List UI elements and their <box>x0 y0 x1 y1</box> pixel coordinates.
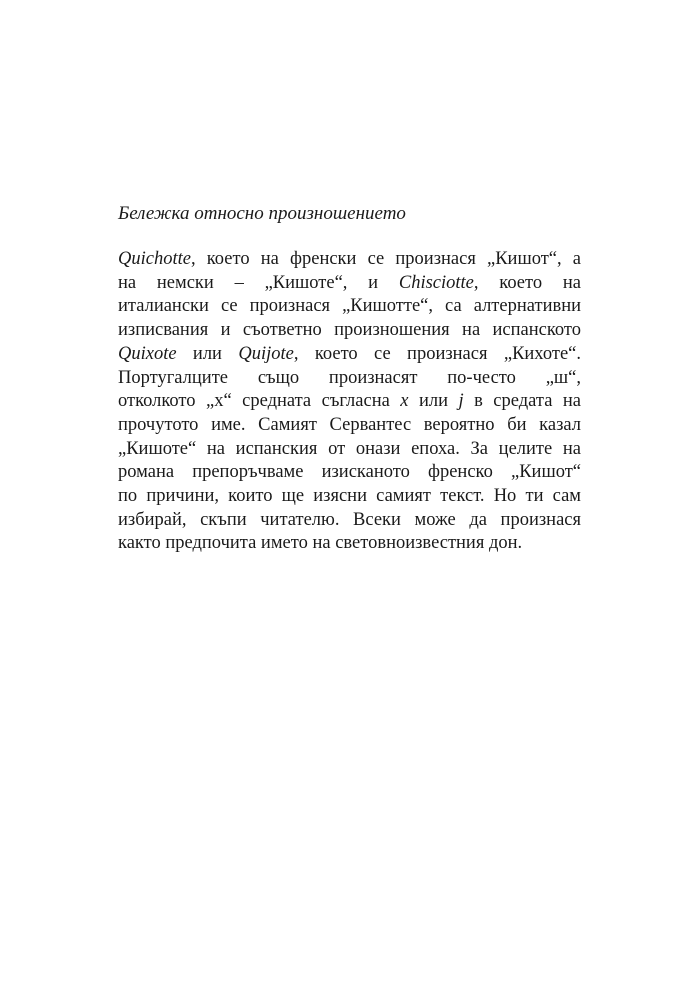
paragraph-line <box>118 532 581 556</box>
paragraph-line <box>118 343 581 367</box>
text-run: или <box>408 391 459 412</box>
paragraph-line <box>118 485 581 509</box>
text-run: на немски – „Кишоте“, и <box>118 272 399 293</box>
paragraph-line <box>118 272 581 296</box>
text-run: , което се произнася „Кихоте“. <box>293 343 581 364</box>
text-run: избирай, скъпи читателю. Всеки може да произнася <box>118 509 581 530</box>
italic-term: Quijote <box>238 343 294 364</box>
italic-term: Chisciotte <box>398 272 474 293</box>
italic-term: x <box>400 391 409 412</box>
italic-term: j <box>458 391 464 412</box>
paragraph-line <box>118 509 581 533</box>
paragraph-line <box>118 461 581 485</box>
text-run: италиански се произнася „Кишотте“, са алтернативни <box>118 296 581 317</box>
text-run: в средата на <box>463 391 581 412</box>
paragraph-line <box>118 295 581 319</box>
text-run: , което на френски се произнася „Кишот“, а <box>190 249 581 269</box>
text-run: отколкото „х“ средната съгласна <box>118 391 401 412</box>
italic-term: Quichotte <box>118 249 191 269</box>
paragraph-line <box>118 438 581 462</box>
paragraph-line <box>118 319 581 343</box>
paragraph-line <box>118 248 581 272</box>
text-run: прочутото име. Самият Сервантес вероятно би казал <box>118 414 581 435</box>
text-run: или <box>176 343 239 364</box>
paragraph-line <box>118 367 581 391</box>
text-run: , което на <box>473 272 581 293</box>
text-run: изписвания и съответно произношения на испанското <box>118 320 581 341</box>
note-paragraph <box>118 248 581 556</box>
note-heading: Бележка относно произношението <box>118 203 406 224</box>
text-run: романа препоръчваме изисканото френско „Кишот“ <box>118 462 581 483</box>
text-run: „Кишоте“ на испанския от онази епоха. За целите на <box>118 438 581 459</box>
text-run: Португалците също произнасят по-често „ш“, <box>118 367 581 388</box>
text-run: по причини, които ще изясни самият текст. Но ти сам <box>118 486 581 507</box>
italic-term: Quixote <box>118 343 177 364</box>
paragraph-line <box>118 414 581 438</box>
paragraph-line <box>118 390 581 414</box>
text-run: както предпочита името на световноизвестния дон. <box>118 533 523 554</box>
